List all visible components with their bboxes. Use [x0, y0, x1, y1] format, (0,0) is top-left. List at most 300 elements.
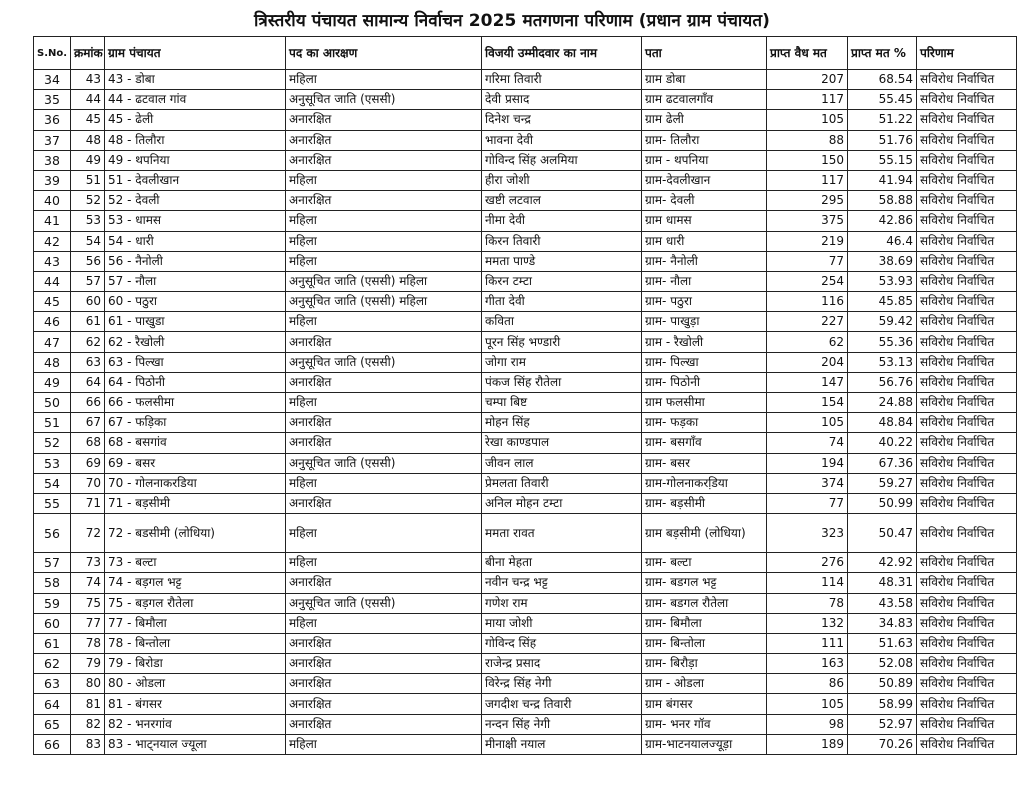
cell-winner-name: पंकज सिंह रौतेला: [482, 372, 642, 392]
cell-result: सविरोध निर्वाचित: [917, 553, 1017, 573]
table-row: [34, 312, 1017, 332]
cell-result: सविरोध निर्वाचित: [917, 352, 1017, 372]
cell-address: ग्राम बंगसर: [642, 694, 767, 714]
cell-gram-panchayat: 66 - फलसीमा: [105, 393, 286, 413]
cell-address: ग्राम - रैखोली: [642, 332, 767, 352]
cell-valid-votes: 147: [767, 372, 848, 392]
cell-address: ग्राम- बिमौला: [642, 613, 767, 633]
table-row: [34, 453, 1017, 473]
cell-address: ग्राम- पिल्खा: [642, 352, 767, 372]
cell-vote-percent: 24.88: [848, 393, 917, 413]
cell-valid-votes: 77: [767, 251, 848, 271]
cell-valid-votes: 105: [767, 694, 848, 714]
cell-sno: 53: [34, 453, 71, 473]
cell-sno: 48: [34, 352, 71, 372]
cell-winner-name: जीवन लाल: [482, 453, 642, 473]
cell-winner-name: किरन टम्टा: [482, 271, 642, 291]
cell-number: 79: [71, 654, 105, 674]
cell-number: 56: [71, 251, 105, 271]
cell-sno: 52: [34, 433, 71, 453]
cell-valid-votes: 295: [767, 191, 848, 211]
cell-reservation: महिला: [286, 211, 482, 231]
cell-number: 57: [71, 271, 105, 291]
cell-valid-votes: 78: [767, 593, 848, 613]
header-winner-name: विजयी उम्मीदवार का नाम: [482, 37, 642, 70]
cell-sno: 60: [34, 613, 71, 633]
cell-valid-votes: 323: [767, 514, 848, 553]
cell-number: 62: [71, 332, 105, 352]
cell-vote-percent: 53.93: [848, 271, 917, 291]
cell-valid-votes: 88: [767, 130, 848, 150]
cell-sno: 46: [34, 312, 71, 332]
cell-address: ग्राम ढेली: [642, 110, 767, 130]
cell-reservation: महिला: [286, 734, 482, 754]
cell-valid-votes: 117: [767, 90, 848, 110]
cell-reservation: महिला: [286, 70, 482, 90]
cell-sno: 49: [34, 372, 71, 392]
cell-result: सविरोध निर्वाचित: [917, 150, 1017, 170]
cell-address: ग्राम बड़सीमी (लोधिया): [642, 514, 767, 553]
cell-winner-name: नवीन चन्द्र भट्ट: [482, 573, 642, 593]
cell-gram-panchayat: 82 - भनरगांव: [105, 714, 286, 734]
cell-vote-percent: 38.69: [848, 251, 917, 271]
cell-number: 70: [71, 473, 105, 493]
cell-valid-votes: 207: [767, 70, 848, 90]
table-row: [34, 573, 1017, 593]
cell-number: 63: [71, 352, 105, 372]
cell-winner-name: गणेश राम: [482, 593, 642, 613]
table-row: [34, 372, 1017, 392]
table-row: [34, 714, 1017, 734]
cell-valid-votes: 154: [767, 393, 848, 413]
cell-gram-panchayat: 61 - पाखुडा: [105, 312, 286, 332]
cell-result: सविरोध निर्वाचित: [917, 473, 1017, 493]
cell-gram-panchayat: 63 - पिल्खा: [105, 352, 286, 372]
cell-reservation: महिला: [286, 170, 482, 190]
cell-winner-name: गीता देवी: [482, 292, 642, 312]
cell-address: ग्राम- तिलौरा: [642, 130, 767, 150]
cell-number: 83: [71, 734, 105, 754]
cell-valid-votes: 105: [767, 110, 848, 130]
cell-sno: 45: [34, 292, 71, 312]
cell-vote-percent: 58.99: [848, 694, 917, 714]
cell-valid-votes: 204: [767, 352, 848, 372]
cell-sno: 61: [34, 633, 71, 653]
cell-gram-panchayat: 43 - डोबा: [105, 70, 286, 90]
cell-number: 82: [71, 714, 105, 734]
cell-gram-panchayat: 54 - धारी: [105, 231, 286, 251]
cell-address: ग्राम धारी: [642, 231, 767, 251]
cell-gram-panchayat: 44 - ढटवाल गांव: [105, 90, 286, 110]
cell-address: ग्राम- नैनोली: [642, 251, 767, 271]
cell-gram-panchayat: 60 - पठुरा: [105, 292, 286, 312]
cell-address: ग्राम- बल्टा: [642, 553, 767, 573]
cell-vote-percent: 51.63: [848, 633, 917, 653]
cell-result: सविरोध निर्वाचित: [917, 493, 1017, 513]
cell-result: सविरोध निर्वाचित: [917, 90, 1017, 110]
cell-reservation: अनारक्षित: [286, 332, 482, 352]
cell-result: सविरोध निर्वाचित: [917, 573, 1017, 593]
cell-vote-percent: 40.22: [848, 433, 917, 453]
cell-result: सविरोध निर्वाचित: [917, 332, 1017, 352]
cell-vote-percent: 42.92: [848, 553, 917, 573]
cell-gram-panchayat: 62 - रैखोली: [105, 332, 286, 352]
cell-result: सविरोध निर्वाचित: [917, 170, 1017, 190]
cell-winner-name: रेखा काण्डपाल: [482, 433, 642, 453]
cell-number: 60: [71, 292, 105, 312]
cell-winner-name: ममता रावत: [482, 514, 642, 553]
table-row: [34, 332, 1017, 352]
cell-result: सविरोध निर्वाचित: [917, 372, 1017, 392]
cell-reservation: अनारक्षित: [286, 674, 482, 694]
cell-number: 52: [71, 191, 105, 211]
cell-winner-name: दिनेश चन्द्र: [482, 110, 642, 130]
cell-sno: 59: [34, 593, 71, 613]
cell-vote-percent: 50.47: [848, 514, 917, 553]
table-row: [34, 433, 1017, 453]
cell-sno: 39: [34, 170, 71, 190]
table-row: [34, 654, 1017, 674]
cell-reservation: अनुसूचित जाति (एससी): [286, 352, 482, 372]
cell-reservation: अनारक्षित: [286, 573, 482, 593]
table-row: [34, 593, 1017, 613]
cell-winner-name: पूरन सिंह भण्डारी: [482, 332, 642, 352]
cell-vote-percent: 50.89: [848, 674, 917, 694]
cell-valid-votes: 194: [767, 453, 848, 473]
cell-sno: 43: [34, 251, 71, 271]
cell-vote-percent: 56.76: [848, 372, 917, 392]
cell-address: ग्राम-भाटनयालज्यूड़ा: [642, 734, 767, 754]
cell-sno: 55: [34, 493, 71, 513]
cell-reservation: अनारक्षित: [286, 493, 482, 513]
cell-reservation: अनारक्षित: [286, 433, 482, 453]
cell-address: ग्राम- देवली: [642, 191, 767, 211]
header-gram-panchayat: ग्राम पंचायत: [105, 37, 286, 70]
cell-sno: 56: [34, 514, 71, 553]
cell-sno: 54: [34, 473, 71, 493]
cell-address: ग्राम- पठुरा: [642, 292, 767, 312]
cell-gram-panchayat: 70 - गोलनाकरडिया: [105, 473, 286, 493]
header-address: पता: [642, 37, 767, 70]
cell-reservation: अनारक्षित: [286, 372, 482, 392]
header-row: [34, 37, 1017, 70]
cell-result: सविरोध निर्वाचित: [917, 211, 1017, 231]
header-result: परिणाम: [917, 37, 1017, 70]
cell-result: सविरोध निर्वाचित: [917, 312, 1017, 332]
cell-sno: 36: [34, 110, 71, 130]
cell-sno: 58: [34, 573, 71, 593]
cell-address: ग्राम फलसीमा: [642, 393, 767, 413]
cell-winner-name: खष्टी लटवाल: [482, 191, 642, 211]
cell-vote-percent: 58.88: [848, 191, 917, 211]
cell-winner-name: प्रेमलता तिवारी: [482, 473, 642, 493]
cell-address: ग्राम- बसगाँव: [642, 433, 767, 453]
cell-result: सविरोध निर्वाचित: [917, 110, 1017, 130]
cell-result: सविरोध निर्वाचित: [917, 734, 1017, 754]
cell-gram-panchayat: 80 - ओडला: [105, 674, 286, 694]
cell-valid-votes: 219: [767, 231, 848, 251]
cell-result: सविरोध निर्वाचित: [917, 130, 1017, 150]
cell-address: ग्राम- बसर: [642, 453, 767, 473]
cell-winner-name: गोविन्द सिंह अलमिया: [482, 150, 642, 170]
cell-winner-name: विरेन्द्र सिंह नेगी: [482, 674, 642, 694]
cell-reservation: महिला: [286, 553, 482, 573]
cell-result: सविरोध निर्वाचित: [917, 271, 1017, 291]
table-row: [34, 473, 1017, 493]
cell-winner-name: किरन तिवारी: [482, 231, 642, 251]
table-row: [34, 553, 1017, 573]
cell-gram-panchayat: 57 - नौला: [105, 271, 286, 291]
cell-number: 53: [71, 211, 105, 231]
cell-sno: 47: [34, 332, 71, 352]
cell-valid-votes: 375: [767, 211, 848, 231]
cell-reservation: महिला: [286, 393, 482, 413]
table-row: [34, 191, 1017, 211]
cell-vote-percent: 42.86: [848, 211, 917, 231]
cell-number: 73: [71, 553, 105, 573]
cell-winner-name: जोगा राम: [482, 352, 642, 372]
cell-reservation: अनारक्षित: [286, 694, 482, 714]
cell-valid-votes: 105: [767, 413, 848, 433]
cell-reservation: अनारक्षित: [286, 130, 482, 150]
cell-winner-name: अनिल मोहन टम्टा: [482, 493, 642, 513]
cell-number: 61: [71, 312, 105, 332]
cell-gram-panchayat: 71 - बड़सीमी: [105, 493, 286, 513]
cell-valid-votes: 163: [767, 654, 848, 674]
table-row: [34, 674, 1017, 694]
table-row: [34, 493, 1017, 513]
cell-number: 49: [71, 150, 105, 170]
cell-winner-name: मोहन सिंह: [482, 413, 642, 433]
cell-address: ग्राम- बडगल भट्ट: [642, 573, 767, 593]
cell-winner-name: मीनाक्षी नयाल: [482, 734, 642, 754]
cell-result: सविरोध निर्वाचित: [917, 251, 1017, 271]
cell-reservation: महिला: [286, 613, 482, 633]
cell-gram-panchayat: 67 - फड़िका: [105, 413, 286, 433]
cell-gram-panchayat: 45 - ढेली: [105, 110, 286, 130]
cell-sno: 64: [34, 694, 71, 714]
table-row: [34, 413, 1017, 433]
cell-result: सविरोध निर्वाचित: [917, 593, 1017, 613]
cell-winner-name: राजेन्द्र प्रसाद: [482, 654, 642, 674]
cell-result: सविरोध निर्वाचित: [917, 231, 1017, 251]
cell-gram-panchayat: 81 - बंगसर: [105, 694, 286, 714]
cell-address: ग्राम- भनर गॉव: [642, 714, 767, 734]
cell-winner-name: गरिमा तिवारी: [482, 70, 642, 90]
cell-sno: 65: [34, 714, 71, 734]
cell-winner-name: भावना देवी: [482, 130, 642, 150]
table-row: [34, 231, 1017, 251]
table-row: [34, 150, 1017, 170]
cell-sno: 35: [34, 90, 71, 110]
cell-reservation: अनारक्षित: [286, 633, 482, 653]
cell-vote-percent: 59.27: [848, 473, 917, 493]
cell-valid-votes: 117: [767, 170, 848, 190]
cell-valid-votes: 114: [767, 573, 848, 593]
cell-address: ग्राम- बिरौड़ा: [642, 654, 767, 674]
cell-number: 72: [71, 514, 105, 553]
table-row: [34, 393, 1017, 413]
table-row: [34, 613, 1017, 633]
cell-reservation: अनुसूचित जाति (एससी): [286, 593, 482, 613]
cell-valid-votes: 74: [767, 433, 848, 453]
cell-reservation: अनारक्षित: [286, 654, 482, 674]
cell-result: सविरोध निर्वाचित: [917, 292, 1017, 312]
results-table: [33, 36, 1017, 755]
cell-valid-votes: 150: [767, 150, 848, 170]
cell-winner-name: माया जोशी: [482, 613, 642, 633]
table-row: [34, 734, 1017, 754]
cell-winner-name: चम्पा बिष्ट: [482, 393, 642, 413]
cell-result: सविरोध निर्वाचित: [917, 413, 1017, 433]
cell-address: ग्राम- पिठोनी: [642, 372, 767, 392]
cell-winner-name: बीना मेहता: [482, 553, 642, 573]
cell-gram-panchayat: 51 - देवलीखान: [105, 170, 286, 190]
cell-address: ग्राम-गोलनाकरडि़या: [642, 473, 767, 493]
cell-result: सविरोध निर्वाचित: [917, 191, 1017, 211]
cell-address: ग्राम - ओडला: [642, 674, 767, 694]
cell-sno: 42: [34, 231, 71, 251]
cell-sno: 66: [34, 734, 71, 754]
table-row: [34, 110, 1017, 130]
cell-vote-percent: 70.26: [848, 734, 917, 754]
cell-valid-votes: 116: [767, 292, 848, 312]
cell-reservation: अनुसूचित जाति (एससी): [286, 90, 482, 110]
cell-number: 48: [71, 130, 105, 150]
table-row: [34, 292, 1017, 312]
cell-number: 78: [71, 633, 105, 653]
table-row: [34, 90, 1017, 110]
cell-reservation: महिला: [286, 312, 482, 332]
cell-address: ग्राम- नौला: [642, 271, 767, 291]
cell-reservation: अनुसूचित जाति (एससी) महिला: [286, 292, 482, 312]
header-number: क्रमांक: [71, 37, 105, 70]
cell-number: 77: [71, 613, 105, 633]
table-row: [34, 70, 1017, 90]
cell-gram-panchayat: 64 - पिठोनी: [105, 372, 286, 392]
cell-valid-votes: 77: [767, 493, 848, 513]
cell-winner-name: देवी प्रसाद: [482, 90, 642, 110]
cell-sno: 63: [34, 674, 71, 694]
cell-address: ग्राम धामस: [642, 211, 767, 231]
cell-number: 67: [71, 413, 105, 433]
cell-address: ग्राम-देवलीखान: [642, 170, 767, 190]
cell-reservation: महिला: [286, 231, 482, 251]
cell-address: ग्राम- बडगल रौतेला: [642, 593, 767, 613]
cell-reservation: अनुसूचित जाति (एससी): [286, 453, 482, 473]
cell-vote-percent: 68.54: [848, 70, 917, 90]
cell-result: सविरोध निर्वाचित: [917, 70, 1017, 90]
cell-vote-percent: 55.45: [848, 90, 917, 110]
cell-valid-votes: 111: [767, 633, 848, 653]
cell-address: ग्राम- बिन्तोला: [642, 633, 767, 653]
cell-sno: 50: [34, 393, 71, 413]
table-row: [34, 514, 1017, 553]
cell-gram-panchayat: 48 - तिलौरा: [105, 130, 286, 150]
cell-winner-name: गोविन्द सिंह: [482, 633, 642, 653]
cell-number: 80: [71, 674, 105, 694]
cell-sno: 44: [34, 271, 71, 291]
cell-vote-percent: 59.42: [848, 312, 917, 332]
cell-address: ग्राम- बड़सीमी: [642, 493, 767, 513]
cell-reservation: महिला: [286, 514, 482, 553]
cell-result: सविरोध निर्वाचित: [917, 654, 1017, 674]
header-sno: S.No.: [34, 37, 71, 70]
table-row: [34, 130, 1017, 150]
cell-gram-panchayat: 79 - बिरोडा: [105, 654, 286, 674]
cell-address: ग्राम ढटवालगाँव: [642, 90, 767, 110]
cell-valid-votes: 227: [767, 312, 848, 332]
cell-result: सविरोध निर्वाचित: [917, 613, 1017, 633]
cell-valid-votes: 86: [767, 674, 848, 694]
cell-gram-panchayat: 49 - थपनिया: [105, 150, 286, 170]
cell-vote-percent: 45.85: [848, 292, 917, 312]
cell-gram-panchayat: 56 - नैनोली: [105, 251, 286, 271]
cell-address: ग्राम- फड़का: [642, 413, 767, 433]
table-row: [34, 170, 1017, 190]
cell-vote-percent: 48.31: [848, 573, 917, 593]
cell-vote-percent: 51.76: [848, 130, 917, 150]
cell-result: सविरोध निर्वाचित: [917, 633, 1017, 653]
cell-vote-percent: 48.84: [848, 413, 917, 433]
cell-sno: 51: [34, 413, 71, 433]
cell-sno: 62: [34, 654, 71, 674]
cell-winner-name: नीमा देवी: [482, 211, 642, 231]
cell-number: 69: [71, 453, 105, 473]
cell-vote-percent: 51.22: [848, 110, 917, 130]
header-vote-percent: प्राप्त मत %: [848, 37, 917, 70]
cell-result: सविरोध निर्वाचित: [917, 433, 1017, 453]
table-row: [34, 352, 1017, 372]
cell-result: सविरोध निर्वाचित: [917, 393, 1017, 413]
cell-number: 75: [71, 593, 105, 613]
cell-address: ग्राम डोबा: [642, 70, 767, 90]
cell-valid-votes: 189: [767, 734, 848, 754]
cell-address: ग्राम - थपनिया: [642, 150, 767, 170]
cell-gram-panchayat: 68 - बसगांव: [105, 433, 286, 453]
cell-number: 71: [71, 493, 105, 513]
cell-number: 68: [71, 433, 105, 453]
cell-result: सविरोध निर्वाचित: [917, 453, 1017, 473]
table-row: [34, 633, 1017, 653]
cell-reservation: अनारक्षित: [286, 413, 482, 433]
cell-gram-panchayat: 78 - बिन्तोला: [105, 633, 286, 653]
cell-result: सविरोध निर्वाचित: [917, 714, 1017, 734]
cell-vote-percent: 43.58: [848, 593, 917, 613]
cell-winner-name: कविता: [482, 312, 642, 332]
cell-gram-panchayat: 73 - बल्टा: [105, 553, 286, 573]
cell-sno: 34: [34, 70, 71, 90]
cell-sno: 57: [34, 553, 71, 573]
cell-gram-panchayat: 52 - देवली: [105, 191, 286, 211]
cell-vote-percent: 52.08: [848, 654, 917, 674]
cell-vote-percent: 67.36: [848, 453, 917, 473]
cell-reservation: अनारक्षित: [286, 110, 482, 130]
cell-winner-name: ममता पाण्डे: [482, 251, 642, 271]
cell-number: 81: [71, 694, 105, 714]
cell-gram-panchayat: 77 - बिमौला: [105, 613, 286, 633]
cell-gram-panchayat: 75 - बड़गल रौतेला: [105, 593, 286, 613]
cell-sno: 40: [34, 191, 71, 211]
header-valid-votes: प्राप्त वैध मत: [767, 37, 848, 70]
cell-number: 45: [71, 110, 105, 130]
cell-vote-percent: 46.4: [848, 231, 917, 251]
header-reservation: पद का आरक्षण: [286, 37, 482, 70]
cell-vote-percent: 41.94: [848, 170, 917, 190]
cell-sno: 37: [34, 130, 71, 150]
cell-vote-percent: 55.15: [848, 150, 917, 170]
table-row: [34, 694, 1017, 714]
